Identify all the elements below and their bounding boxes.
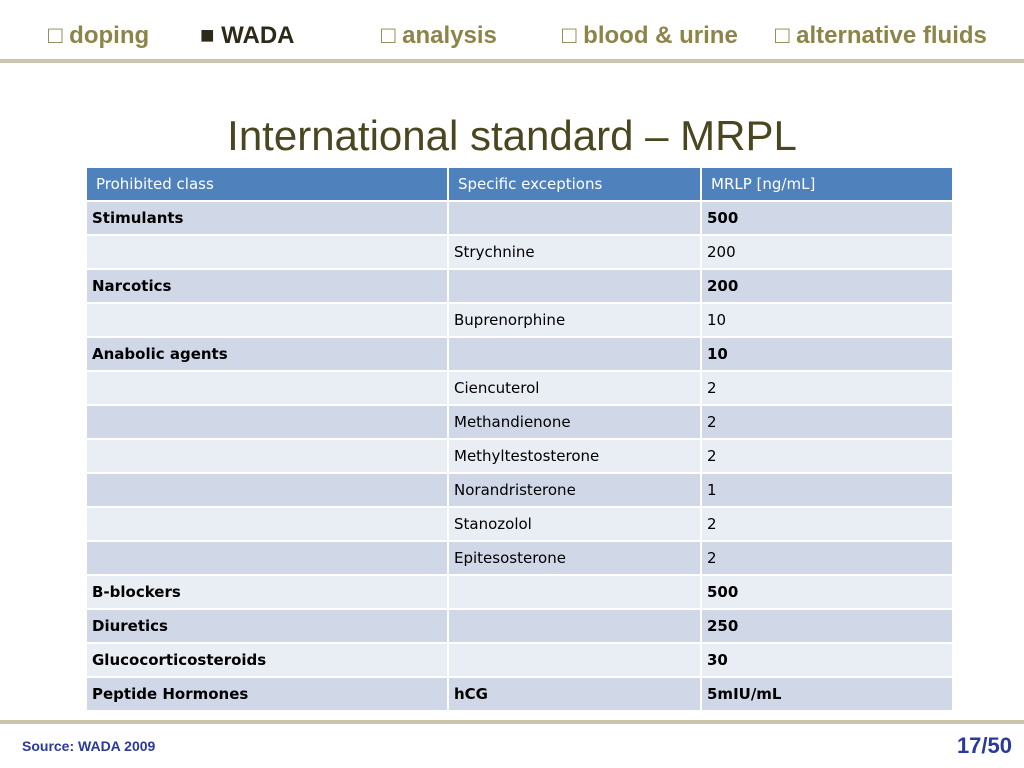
cell-exception [448,337,701,371]
table-row [86,507,953,541]
cell-exception: Strychnine [448,235,701,269]
cell-exception: Buprenorphine [448,303,701,337]
cell-value: 1 [701,473,953,507]
header-specific-exceptions: Specific exceptions [448,167,701,201]
cell-value: 10 [701,337,953,371]
cell-class [86,541,448,575]
table-row [86,473,953,507]
cell-value: 2 [701,541,953,575]
cell-class: Diuretics [86,609,448,643]
cell-value: 2 [701,405,953,439]
bottom-divider [0,720,1024,724]
cell-value: 500 [701,201,953,235]
slide-title: International standard – MRPL [227,112,797,159]
cell-exception [448,575,701,609]
table-row [86,371,953,405]
source-citation: Source: WADA 2009 [22,738,156,754]
cell-value: 30 [701,643,953,677]
table-row [86,439,953,473]
table-row [86,235,953,269]
table-row [86,405,953,439]
cell-class: Stimulants [86,201,448,235]
top-divider [0,59,1024,63]
cell-class [86,507,448,541]
cell-exception: hCG [448,677,701,711]
table-row [86,609,953,643]
cell-exception: Epitesosterone [448,541,701,575]
cell-exception: Stanozolol [448,507,701,541]
cell-class [86,371,448,405]
cell-value: 200 [701,235,953,269]
table-row [86,303,953,337]
header-mrlp: MRLP [ng/mL] [701,167,953,201]
table-row [86,575,953,609]
nav-item-wada[interactable]: ■ WADA [200,22,295,49]
cell-exception: Methyltestosterone [448,439,701,473]
cell-value: 10 [701,303,953,337]
cell-value: 2 [701,507,953,541]
cell-exception [448,643,701,677]
top-navigation [0,18,1024,54]
cell-value: 2 [701,371,953,405]
cell-value: 500 [701,575,953,609]
cell-exception: Methandienone [448,405,701,439]
cell-exception: Ciencuterol [448,371,701,405]
cell-value: 200 [701,269,953,303]
cell-class: B-blockers [86,575,448,609]
cell-exception [448,201,701,235]
table-row [86,201,953,235]
nav-item-doping[interactable]: □ doping [48,22,150,49]
table-row [86,677,953,711]
cell-class: Glucocorticosteroids [86,643,448,677]
cell-class [86,439,448,473]
cell-class [86,473,448,507]
cell-exception: Norandristerone [448,473,701,507]
nav-item-alternative-fluids[interactable]: □ alternative fluids [775,22,987,49]
nav-item-analysis[interactable]: □ analysis [381,22,497,49]
table-row [86,269,953,303]
mrpl-table [85,166,954,712]
cell-value: 5mIU/mL [701,677,953,711]
cell-class: Peptide Hormones [86,677,448,711]
table-row [86,337,953,371]
cell-class: Narcotics [86,269,448,303]
cell-value: 250 [701,609,953,643]
cell-class: Anabolic agents [86,337,448,371]
table-row [86,541,953,575]
cell-class [86,235,448,269]
table-header-row [86,167,953,201]
header-prohibited-class: Prohibited class [86,167,448,201]
cell-class [86,303,448,337]
nav-item-blood-urine[interactable]: □ blood & urine [562,22,738,49]
page-number: 17/50 [956,733,1012,758]
cell-exception [448,269,701,303]
cell-exception [448,609,701,643]
table-row [86,643,953,677]
cell-class [86,405,448,439]
cell-value: 2 [701,439,953,473]
